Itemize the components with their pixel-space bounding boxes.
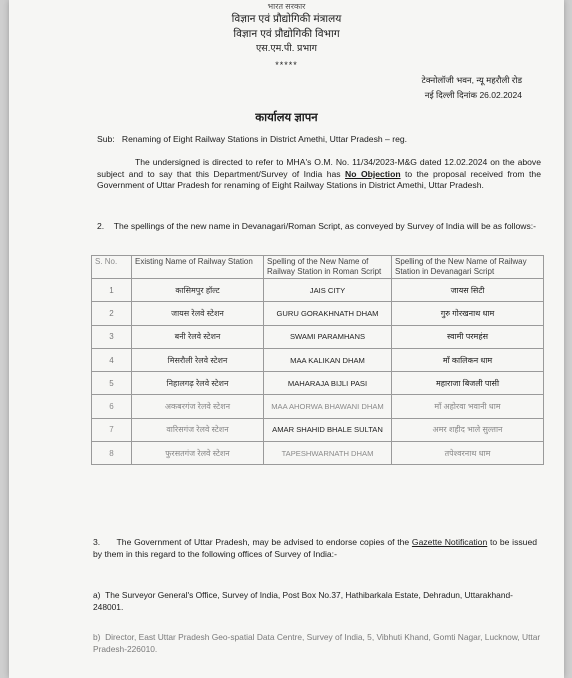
cell-existing: मिसरौली रेलवे स्टेशन	[132, 348, 264, 371]
list-item	[93, 590, 541, 613]
cell-roman: MAHARAJA BIJLI PASI	[264, 372, 392, 395]
cell-sno: 1	[92, 279, 132, 302]
address-date: नई दिल्ली दिनांक 26.02.2024	[424, 90, 522, 100]
cell-existing: जायस रेलवे स्टेशन	[132, 302, 264, 325]
cell-existing: फुरसतगंज रेलवे स्टेशन	[132, 442, 264, 465]
document-page	[9, 0, 564, 678]
cell-devanagari: माँ अहोरवा भवानी धाम	[392, 395, 544, 418]
table-row	[92, 418, 544, 441]
list-item	[93, 632, 541, 655]
table-row	[92, 442, 544, 465]
cell-sno: 6	[92, 395, 132, 418]
cell-existing: कासिमपुर हॉल्ट	[132, 279, 264, 302]
table-row	[92, 302, 544, 325]
table-row	[92, 348, 544, 371]
list-item-text: Director, East Uttar Pradesh Geo-spatial Data Centre, Survey of India, 5, Vibhuti Khand, Gomti Nagar, Lucknow, Uttar Pradesh-226010.	[93, 632, 541, 654]
cell-devanagari: तपेश्वरनाथ धाम	[392, 442, 544, 465]
header-ministry: विज्ञान एवं प्रौद्योगिकी मंत्रालय	[231, 13, 342, 25]
header-division: एस.एम.पी. प्रभाग	[256, 43, 317, 54]
cell-roman: GURU GORAKHNATH DHAM	[264, 302, 392, 325]
cell-devanagari: अमर शहीद भाले सुल्तान	[392, 418, 544, 441]
station-names-table	[91, 255, 544, 465]
paragraph-1	[97, 157, 541, 192]
paragraph-2-text: The spellings of the new name in Devanagari/Roman Script, as conveyed by Survey of India will be as follows:-	[113, 221, 536, 231]
cell-roman: TAPESHWARNATH DHAM	[264, 442, 392, 465]
list-item-label: a)	[93, 590, 101, 600]
paragraph-3-text-b: to be issued by them in this regard to the following offices of Survey of India:-	[93, 537, 538, 559]
cell-sno: 4	[92, 348, 132, 371]
paragraph-1-emphasis: No Objection	[345, 168, 401, 179]
table-row	[92, 372, 544, 395]
cell-roman: AMAR SHAHID BHALE SULTAN	[264, 418, 392, 441]
cell-sno: 7	[92, 418, 132, 441]
cell-sno: 5	[92, 372, 132, 395]
paragraph-3	[93, 537, 537, 560]
cell-existing: अकबरगंज रेलवे स्टेशन	[132, 395, 264, 418]
col-header-existing: Existing Name of Railway Station	[132, 256, 264, 279]
cell-roman: SWAMI PARAMHANS	[264, 325, 392, 348]
cell-devanagari: गुरु गोरखनाथ धाम	[392, 302, 544, 325]
cell-devanagari: माँ कालिकन धाम	[392, 348, 544, 371]
subject-text: Renaming of Eight Railway Stations in District Amethi, Uttar Pradesh – reg.	[121, 134, 408, 144]
cell-devanagari: महाराजा बिजली पासी	[392, 372, 544, 395]
table-row	[92, 279, 544, 302]
col-header-sno: S. No.	[92, 256, 132, 279]
paragraph-1-text-b: to the proposal received from the Government of Uttar Pradesh for renaming of Eight Railway Stations in District Amethi, Uttar Pradesh.	[97, 168, 541, 190]
list-item-label: b)	[93, 632, 101, 642]
subject-label: Sub:	[97, 134, 115, 144]
cell-roman: MAA AHORWA BHAWANI DHAM	[264, 395, 392, 418]
paragraph-1-text-a: The undersigned is directed to refer to MHA's O.M. No. 11/34/2023-M&G dated 12.02.2024 on the above subject and to say that this Department/Survey of India has	[97, 157, 541, 179]
paragraph-3-emphasis: Gazette Notification	[411, 537, 488, 547]
paragraph-2	[97, 221, 541, 233]
cell-devanagari: स्वामी परमहंस	[392, 325, 544, 348]
col-header-devanagari: Spelling of the New Name of Railway Station in Devanagari Script	[392, 256, 544, 279]
col-header-roman: Spelling of the New Name of Railway Station in Roman Script	[264, 256, 392, 279]
cell-sno: 8	[92, 442, 132, 465]
cell-devanagari: जायस सिटी	[392, 279, 544, 302]
subject-line	[97, 134, 537, 146]
cell-existing: निहालगढ़ रेलवे स्टेशन	[132, 372, 264, 395]
cell-roman: MAA KALIKAN DHAM	[264, 348, 392, 371]
paragraph-3-text-a: The Government of Uttar Pradesh, may be advised to endorse copies of the	[116, 537, 412, 547]
paragraph-2-number: 2.	[97, 221, 105, 231]
table-row	[92, 395, 544, 418]
cell-existing: वारिसगंज रेलवे स्टेशन	[132, 418, 264, 441]
header-line-1: भारत सरकार	[267, 2, 306, 11]
cell-existing: बनी रेलवे स्टेशन	[132, 325, 264, 348]
header-department: विज्ञान एवं प्रौद्योगिकी विभाग	[233, 28, 340, 40]
table-row	[92, 325, 544, 348]
address-line-1: टेक्नोलॉजी भवन, न्यू महरौली रोड	[421, 75, 522, 85]
cell-roman: JAIS CITY	[264, 279, 392, 302]
memo-title: कार्यालय ज्ञापन	[255, 112, 318, 124]
cell-sno: 2	[92, 302, 132, 325]
paragraph-3-number: 3.	[93, 537, 101, 547]
list-item-text: The Surveyor General's Office, Survey of India, Post Box No.37, Hathibarkala Estate, Dehradun, Uttarakhand-248001.	[93, 590, 513, 612]
cell-sno: 3	[92, 325, 132, 348]
table-header-row	[92, 256, 544, 279]
header-separator: *****	[275, 60, 298, 70]
